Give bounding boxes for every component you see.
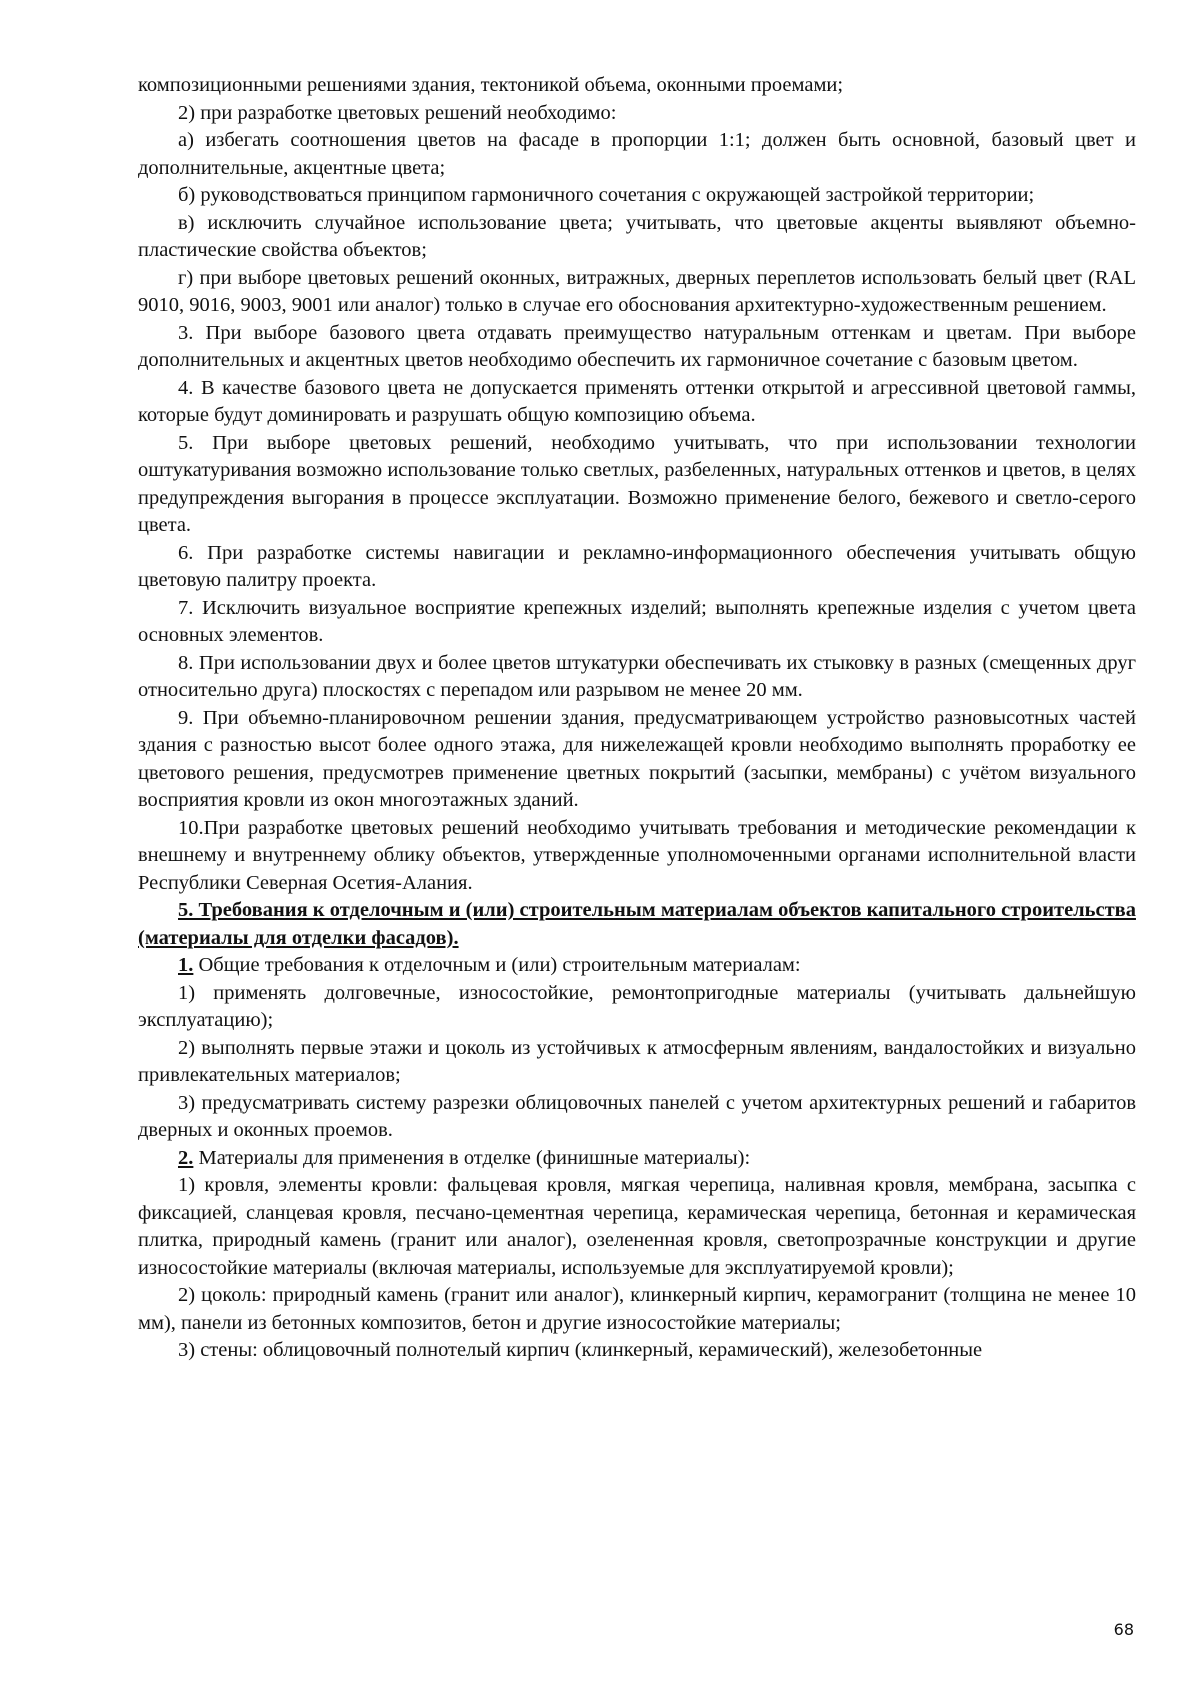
- subsection-title: [138, 952, 1136, 980]
- paragraph: 7. Исключить визуальное восприятие крепежных изделий; выполнять крепежные изделия с учетом цвета основных элементов.: [138, 596, 1136, 646]
- paragraph: композиционными решениями здания, тектоникой объема, оконными проемами;: [138, 74, 844, 96]
- list-item: 2) цоколь: природный камень (гранит или аналог), клинкерный кирпич, керамогранит (толщина не менее 10 мм), панели из бетонных композитов, бетон и другие износостойкие материалы;: [138, 1284, 1136, 1334]
- paragraph: 6. При разработке системы навигации и рекламно-информационного обеспечения учитывать общую цветовую палитру проекта.: [138, 541, 1136, 591]
- paragraph: 8. При использовании двух и более цветов штукатурки обеспечивать их стыковку в разных (смещенных друг относительно друга) плоскостях с перепадом или разрывом не менее 20 мм.: [138, 651, 1136, 701]
- list-item: 1) кровля, элементы кровли: фальцевая кровля, мягкая черепица, наливная кровля, мембрана, засыпка с фиксацией, сланцевая кровля, песчано-цементная черепица, керамическая черепица, бетонная и керамическая плитка, природный камень (гранит или аналог), озелененная кровля, светопрозрачные конструкции и другие износостойкие материалы (включая материалы, используемые для эксплуатируемой кровли);: [138, 1174, 1136, 1279]
- list-item: 1) применять долговечные, износостойкие, ремонтопригодные материалы (учитывать дальнейшую эксплуатацию);: [138, 981, 1136, 1031]
- paragraph: 10.При разработке цветовых решений необходимо учитывать требования и методические рекомендации к внешнему и внутреннему облику объектов, утвержденные уполномоченными органами исполнительной власти Республики Северная Осетия-Алания.: [138, 816, 1136, 894]
- paragraph: в) исключить случайное использование цвета; учитывать, что цветовые акценты выявляют объемно-пластические свойства объектов;: [138, 211, 1136, 261]
- paragraph: 2) при разработке цветовых решений необходимо:: [178, 101, 617, 124]
- paragraph: 3. При выборе базового цвета отдавать преимущество натуральным оттенкам и цветам. При выборе дополнительных и акцентных цветов необходимо обеспечить их гармоничное сочетание с базовым цветом.: [138, 321, 1136, 371]
- document-page: [138, 72, 1136, 1365]
- subsection-text: Общие требования к отделочным и (или) строительным материалам:: [193, 954, 801, 976]
- paragraph: 5. При выборе цветовых решений, необходимо учитывать, что при использовании технологии оштукатуривания возможно использование только светлых, разбеленных, натуральных оттенков и цветов, в целях предупреждения выгорания в процессе эксплуатации. Возможно применение белого, бежевого и светло-серого цвета.: [138, 431, 1136, 536]
- list-item: 3) предусматривать систему разрезки облицовочных панелей с учетом архитектурных решений и габаритов дверных и оконных проемов.: [138, 1091, 1136, 1141]
- section-heading: 5. Требования к отделочным и (или) строительным материалам объектов капитального строительства (материалы для отделки фасадов).: [138, 899, 1136, 949]
- list-item: 2) выполнять первые этажи и цоколь из устойчивых к атмосферным явлениям, вандалостойких и визуально привлекательных материалов;: [138, 1036, 1136, 1086]
- paragraph: а) избегать соотношения цветов на фасаде в пропорции 1:1; должен быть основной, базовый цвет и дополнительные, акцентные цвета;: [138, 129, 1136, 179]
- color-rules-list: [138, 72, 1136, 897]
- subsection-title: [138, 1145, 1136, 1173]
- page-number: 68: [1113, 1620, 1134, 1639]
- subsection-number: 1.: [178, 954, 194, 976]
- paragraph: б) руководствоваться принципом гармоничного сочетания с окружающей застройкой территории;: [178, 184, 1035, 206]
- subsection-text: Материалы для применения в отделке (финишные материалы):: [193, 1146, 751, 1169]
- paragraph: 4. В качестве базового цвета не допускается применять оттенки открытой и агрессивной цветовой гаммы, которые будут доминировать и разрушать общую композицию объема.: [138, 376, 1136, 426]
- list-item: 3) стены: облицовочный полнотелый кирпич (клинкерный, керамический), железобетонные: [178, 1339, 983, 1361]
- paragraph: г) при выборе цветовых решений оконных, витражных, дверных переплетов использовать белый цвет (RAL 9010, 9016, 9003, 9001 или аналог) только в случае его обоснования архитектурно-художественным решением.: [138, 266, 1136, 316]
- subsection-number: 2.: [178, 1146, 194, 1169]
- paragraph: 9. При объемно-планировочном решении здания, предусматривающем устройство разновысотных частей здания с разностью высот более одного этажа, для нижележащей кровли необходимо выполнять проработку ее цветового решения, предусмотрев применение цветных покрытий (засыпки, мембраны) с учётом визуального восприятия кровли из окон многоэтажных зданий.: [138, 706, 1136, 811]
